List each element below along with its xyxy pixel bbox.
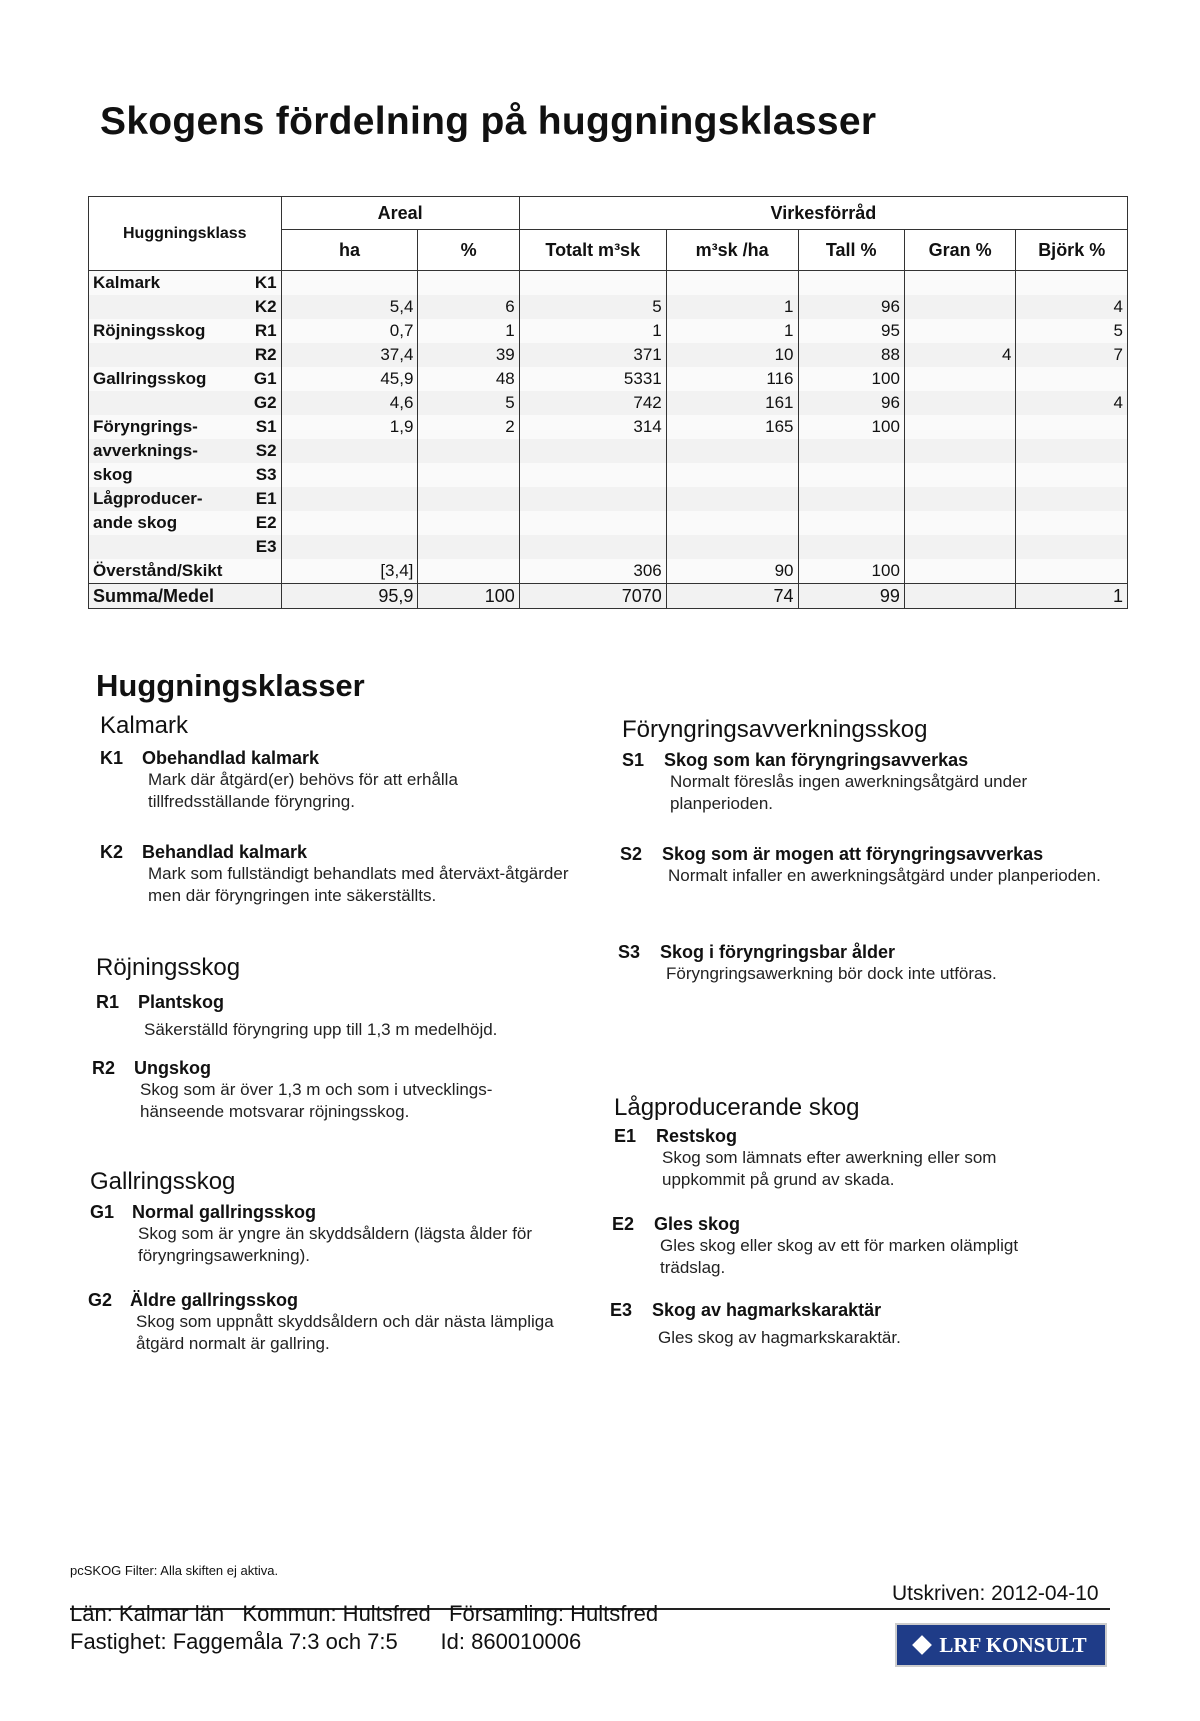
- cell-msk: 90: [666, 559, 798, 584]
- sum-gran: [904, 584, 1015, 609]
- item-S1: [622, 750, 1092, 815]
- cell-tot: 5: [519, 295, 666, 319]
- item-S3: [618, 942, 1088, 985]
- huggningsklass-table: [88, 196, 1128, 609]
- cell-gran: [904, 559, 1015, 584]
- cell-tot: 5331: [519, 367, 666, 391]
- row-name: Gallringsskog: [89, 367, 241, 391]
- cell-pct: 39: [418, 343, 519, 367]
- item-code: R2: [92, 1058, 116, 1078]
- cell-pct: 48: [418, 367, 519, 391]
- item-desc: Skog som lämnats efter awerkning eller som uppkommit på grund av skada.: [662, 1148, 997, 1189]
- cell-gran: 4: [904, 343, 1015, 367]
- cell-msk: 161: [666, 391, 798, 415]
- item-desc: Föryngringsawerkning bör dock inte utföras.: [666, 964, 997, 983]
- cell-tot: [519, 535, 666, 559]
- cell-ha: [281, 439, 418, 463]
- logo-text: LRF KONSULT: [939, 1632, 1087, 1657]
- table-row: [89, 271, 1128, 296]
- cell-gran: [904, 271, 1015, 296]
- table-row: [89, 559, 1128, 584]
- row-name: Lågproducer-: [89, 487, 241, 511]
- cell-bjork: [1016, 487, 1128, 511]
- group-kalmark: Kalmark: [100, 712, 189, 739]
- cell-tall: 88: [798, 343, 904, 367]
- cell-bjork: [1016, 271, 1128, 296]
- row-name: [89, 343, 241, 367]
- item-title: Skog av hagmarkskaraktär: [652, 1300, 882, 1320]
- item-G2: [88, 1290, 558, 1355]
- cell-pct: [418, 271, 519, 296]
- table-row: [89, 367, 1128, 391]
- row-code: G2: [241, 391, 282, 415]
- cell-tot: [519, 439, 666, 463]
- row-name: Föryngrings-: [89, 415, 241, 439]
- sum-tall: 99: [798, 584, 904, 609]
- cell-gran: [904, 535, 1015, 559]
- cell-pct: [418, 487, 519, 511]
- row-name: [89, 295, 241, 319]
- item-title: Skog som kan föryngringsavverkas: [664, 750, 969, 770]
- cell-bjork: [1016, 535, 1128, 559]
- cell-msk: 10: [666, 343, 798, 367]
- header-areal: Areal: [281, 197, 519, 230]
- item-E2: [612, 1214, 1082, 1279]
- item-code: S1: [622, 750, 645, 770]
- row-name: Kalmark: [89, 271, 241, 296]
- item-E3: [610, 1300, 1080, 1349]
- cell-tot: [519, 487, 666, 511]
- item-title: Äldre gallringsskog: [130, 1290, 299, 1310]
- cell-gran: [904, 511, 1015, 535]
- item-title: Plantskog: [138, 992, 225, 1012]
- cell-bjork: [1016, 439, 1128, 463]
- item-desc: Mark som fullständigt behandlats med återväxt-åtgärder men där föryngringen inte säkerställts.: [148, 864, 569, 905]
- item-code: S2: [620, 844, 643, 864]
- row-code: E1: [241, 487, 282, 511]
- cell-pct: [418, 439, 519, 463]
- item-K1: [100, 748, 570, 813]
- item-code: E2: [612, 1214, 635, 1234]
- property-line: Fastighet: Faggemåla 7:3 och 7:5 Id: 860010006: [70, 1629, 582, 1654]
- cell-bjork: 7: [1016, 343, 1128, 367]
- cell-tall: [798, 511, 904, 535]
- item-desc: Gles skog eller skog av ett för marken olämpligt trädslag.: [660, 1236, 1019, 1277]
- cell-gran: [904, 367, 1015, 391]
- cell-tot: 371: [519, 343, 666, 367]
- sum-pct: 100: [418, 584, 519, 609]
- group-foryngringsavverkningsskog: Föryngringsavverkningsskog: [622, 716, 928, 743]
- item-code: G2: [88, 1290, 113, 1310]
- table-row: [89, 295, 1128, 319]
- header-msk-ha: m³sk /ha: [666, 230, 798, 271]
- row-name: [89, 391, 241, 415]
- item-desc: Gles skog av hagmarkskaraktär.: [658, 1328, 901, 1347]
- item-R2: [92, 1058, 562, 1123]
- property-info: [70, 1600, 658, 1656]
- cell-bjork: [1016, 511, 1128, 535]
- cell-tot: [519, 511, 666, 535]
- cell-msk: 1: [666, 295, 798, 319]
- cell-tall: [798, 535, 904, 559]
- item-desc: Skog som är över 1,3 m och som i utvecklings-hänseende motsvarar röjningsskog.: [140, 1080, 493, 1121]
- row-name: Överstånd/Skikt: [89, 559, 241, 584]
- cell-pct: [418, 559, 519, 584]
- cell-tot: 742: [519, 391, 666, 415]
- cell-tall: [798, 463, 904, 487]
- item-title: Restskog: [656, 1126, 738, 1146]
- row-name: [89, 535, 241, 559]
- cell-pct: 6: [418, 295, 519, 319]
- summary-row: [89, 584, 1128, 609]
- header-pct: %: [418, 230, 519, 271]
- cell-gran: [904, 439, 1015, 463]
- item-desc: Normalt föreslås ingen awerkningsåtgärd under planperioden.: [670, 772, 1028, 813]
- item-E1: [614, 1126, 1084, 1191]
- cell-tot: 1: [519, 319, 666, 343]
- cell-tall: 100: [798, 559, 904, 584]
- cell-pct: 5: [418, 391, 519, 415]
- item-S2: [620, 844, 1120, 887]
- table-row: [89, 439, 1128, 463]
- cell-pct: [418, 535, 519, 559]
- item-desc: Skog som är yngre än skyddsåldern (lägsta ålder för föryngringsawerkning).: [138, 1224, 533, 1265]
- cell-bjork: [1016, 367, 1128, 391]
- table-row: [89, 463, 1128, 487]
- item-K2: [100, 842, 570, 907]
- cell-msk: [666, 463, 798, 487]
- cell-gran: [904, 415, 1015, 439]
- cell-ha: [3,4]: [281, 559, 418, 584]
- cell-gran: [904, 295, 1015, 319]
- item-title: Skog som är mogen att föryngringsavverkas: [662, 844, 1044, 864]
- cell-bjork: 4: [1016, 391, 1128, 415]
- row-code: R1: [241, 319, 282, 343]
- item-title: Gles skog: [654, 1214, 741, 1234]
- cell-gran: [904, 463, 1015, 487]
- item-desc: Normalt infaller en awerkningsåtgärd under planperioden.: [668, 866, 1101, 885]
- cell-ha: 45,9: [281, 367, 418, 391]
- cell-msk: [666, 487, 798, 511]
- cell-ha: 1,9: [281, 415, 418, 439]
- item-title: Obehandlad kalmark: [142, 748, 320, 768]
- sum-msk: 74: [666, 584, 798, 609]
- item-title: Normal gallringsskog: [132, 1202, 317, 1222]
- header-huggningsklass: Huggningsklass: [89, 197, 282, 271]
- cell-msk: 116: [666, 367, 798, 391]
- cell-ha: [281, 487, 418, 511]
- cell-tall: 96: [798, 391, 904, 415]
- table-row: [89, 391, 1128, 415]
- cell-ha: 4,6: [281, 391, 418, 415]
- cell-gran: [904, 391, 1015, 415]
- row-name: ande skog: [89, 511, 241, 535]
- cell-msk: 165: [666, 415, 798, 439]
- row-name: avverknings-: [89, 439, 241, 463]
- item-code: G1: [90, 1202, 115, 1222]
- cell-tall: 96: [798, 295, 904, 319]
- row-name: Röjningsskog: [89, 319, 241, 343]
- group-lagproducerande: Lågproducerande skog: [614, 1094, 860, 1121]
- cell-tall: 100: [798, 367, 904, 391]
- item-code: K1: [100, 748, 124, 768]
- cell-msk: [666, 535, 798, 559]
- row-code: K1: [241, 271, 282, 296]
- header-tall: Tall %: [798, 230, 904, 271]
- item-title: Behandlad kalmark: [142, 842, 308, 862]
- header-virkesforrad: Virkesförråd: [519, 197, 1127, 230]
- cell-bjork: [1016, 415, 1128, 439]
- row-code: E2: [241, 511, 282, 535]
- cell-tot: [519, 463, 666, 487]
- cell-ha: 5,4: [281, 295, 418, 319]
- cell-tall: [798, 487, 904, 511]
- cell-tot: 314: [519, 415, 666, 439]
- row-code: S1: [241, 415, 282, 439]
- lrf-konsult-logo: [895, 1623, 1107, 1667]
- cell-msk: [666, 511, 798, 535]
- item-title: Ungskog: [134, 1058, 212, 1078]
- item-desc: Mark där åtgärd(er) behövs för att erhålla tillfredsställande föryngring.: [148, 770, 458, 811]
- sum-bjork: 1: [1016, 584, 1128, 609]
- cell-msk: [666, 271, 798, 296]
- table-row: [89, 535, 1128, 559]
- cell-tot: 306: [519, 559, 666, 584]
- item-code: S3: [618, 942, 641, 962]
- cell-msk: 1: [666, 319, 798, 343]
- cell-bjork: [1016, 463, 1128, 487]
- table-row: [89, 511, 1128, 535]
- row-code: R2: [241, 343, 282, 367]
- row-code: S2: [241, 439, 282, 463]
- header-ha: ha: [281, 230, 418, 271]
- cell-pct: [418, 511, 519, 535]
- cell-bjork: [1016, 559, 1128, 584]
- item-R1: [96, 992, 566, 1041]
- item-G1: [90, 1202, 560, 1267]
- cell-gran: [904, 319, 1015, 343]
- cell-tot: [519, 271, 666, 296]
- cell-ha: [281, 535, 418, 559]
- cell-ha: 37,4: [281, 343, 418, 367]
- location-line: Län: Kalmar län Kommun: Hultsfred Församling: Hultsfred: [70, 1601, 659, 1626]
- item-code: R1: [96, 992, 120, 1012]
- cell-tall: 100: [798, 415, 904, 439]
- item-code: K2: [100, 842, 124, 862]
- cell-msk: [666, 439, 798, 463]
- page-title: Skogens fördelning på huggningsklasser: [100, 100, 877, 143]
- logo-diamond-icon: [912, 1635, 932, 1655]
- table-row: [89, 343, 1128, 367]
- sum-tot: 7070: [519, 584, 666, 609]
- huggningsklasser-heading: Huggningsklasser: [96, 668, 365, 703]
- header-bjork: Björk %: [1016, 230, 1128, 271]
- cell-pct: 1: [418, 319, 519, 343]
- cell-ha: [281, 271, 418, 296]
- cell-bjork: 4: [1016, 295, 1128, 319]
- cell-ha: 0,7: [281, 319, 418, 343]
- row-code: [241, 559, 282, 584]
- filter-note: pcSKOG Filter: Alla skiften ej aktiva.: [70, 1563, 279, 1578]
- group-rojningsskog: Röjningsskog: [96, 954, 241, 981]
- table-row: [89, 319, 1128, 343]
- item-code: E3: [610, 1300, 633, 1320]
- summary-label: Summa/Medel: [89, 584, 282, 609]
- printed-date: Utskriven: 2012-04-10: [892, 1582, 1099, 1610]
- cell-bjork: 5: [1016, 319, 1128, 343]
- cell-pct: [418, 463, 519, 487]
- group-gallringsskog: Gallringsskog: [90, 1168, 236, 1195]
- item-desc: Säkerställd föryngring upp till 1,3 m medelhöjd.: [144, 1020, 498, 1039]
- row-name: skog: [89, 463, 241, 487]
- item-code: E1: [614, 1126, 637, 1146]
- item-title: Skog i föryngringsbar ålder: [660, 942, 896, 962]
- row-code: K2: [241, 295, 282, 319]
- sum-ha: 95,9: [281, 584, 418, 609]
- header-gran: Gran %: [904, 230, 1015, 271]
- item-desc: Skog som uppnått skyddsåldern och där nästa lämpliga åtgärd normalt är gallring.: [136, 1312, 554, 1353]
- row-code: S3: [241, 463, 282, 487]
- cell-tall: 95: [798, 319, 904, 343]
- cell-ha: [281, 511, 418, 535]
- cell-ha: [281, 463, 418, 487]
- cell-tall: [798, 439, 904, 463]
- table-row: [89, 487, 1128, 511]
- cell-tall: [798, 271, 904, 296]
- cell-gran: [904, 487, 1015, 511]
- header-totalt: Totalt m³sk: [519, 230, 666, 271]
- row-code: E3: [241, 535, 282, 559]
- row-code: G1: [241, 367, 282, 391]
- table-row: [89, 415, 1128, 439]
- cell-pct: 2: [418, 415, 519, 439]
